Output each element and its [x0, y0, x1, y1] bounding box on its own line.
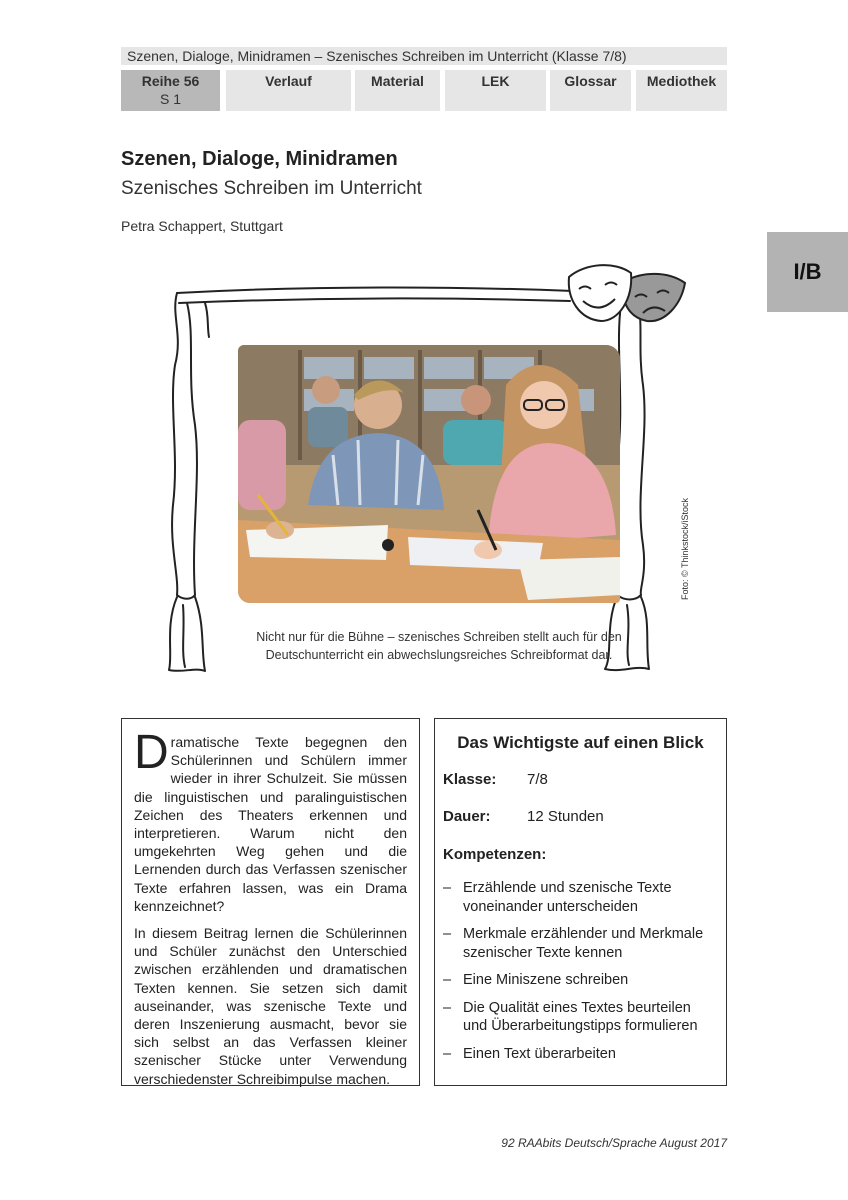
- footer-source: 92 RAAbits Deutsch/Sprache August 2017: [501, 1136, 727, 1150]
- kompetenzen-label: Kompetenzen:: [443, 846, 547, 863]
- caption-line-2: Deutschunterricht ein abwechslungsreiches Schreibformat dar.: [265, 648, 613, 662]
- intro-paragraph-1-text: ramatische Texte begegnen den Schülerinnen und Schülern immer wieder in ihrer Schulzeit. Sie müssen die linguistischen und paralinguistischen Zeichen des Theaters erkennen und interpretieren. Warum nicht den umgekehrten Weg gehen und die Lernenden durch das Verfassen szenischer Texte erfahren lassen, was ein Drama kennzeichnet?: [134, 734, 407, 914]
- list-item-text: Eine Miniszene schreiben: [463, 972, 629, 988]
- nav-item-verlauf[interactable]: Verlauf: [226, 70, 351, 111]
- list-item: – Merkmale erzählender und Merkmale szenischer Texte kennen: [443, 926, 704, 961]
- list-item-text: Einen Text überarbeiten: [463, 1045, 616, 1062]
- theater-masks-icon: [569, 265, 685, 321]
- klasse-value: 7/8: [527, 771, 548, 788]
- series-title: Szenen, Dialoge, Minidramen – Szenisches Schreiben im Unterricht (Klasse 7/8): [121, 47, 727, 65]
- overview-box: [434, 718, 727, 1086]
- dauer-row: [443, 808, 604, 825]
- section-nav: [121, 70, 727, 111]
- list-item: – Eine Miniszene schreiben: [443, 972, 629, 988]
- figure-caption: [240, 628, 638, 664]
- nav-item-glossar[interactable]: Glossar: [550, 70, 631, 111]
- klasse-label: Klasse:: [443, 771, 497, 788]
- list-item-text: Erzählende und szenische Texte voneinander unterscheiden: [463, 880, 672, 915]
- intro-paragraph-2: In diesem Beitrag lernen die Schülerinnen und Schüler zunächst den Unterschied zwischen erzählenden und dramatischen Texten kennen. Sie setzen sich damit auseinander, was szenische Texte und deren Inszenierung ausmacht, bevor sie sich selbst an das Verfassen kleiner szenischer Stücke unter Verwendung verschiedenster Schreibimpulse machen.: [134, 925, 407, 1087]
- nav-item-reihe[interactable]: [121, 70, 220, 111]
- dauer-value: 12 Stunden: [527, 808, 604, 825]
- nav-item-label: Reihe 56: [141, 73, 200, 89]
- nav-item-material[interactable]: Material: [355, 70, 440, 111]
- intro-text-box: [121, 718, 420, 1086]
- dauer-label: Dauer:: [443, 808, 491, 825]
- chapter-tab: I/B: [767, 232, 848, 312]
- list-item: – Einen Text überarbeiten: [443, 1045, 616, 1062]
- overview-title: Das Wichtigste auf einen Blick: [457, 733, 704, 752]
- page-title: Szenen, Dialoge, Minidramen: [121, 148, 398, 170]
- caption-line-1: Nicht nur für die Bühne – szenisches Schreiben stellt auch für den: [256, 630, 622, 644]
- list-item: – Die Qualität eines Textes beurteilen und Überarbeitungstipps formulieren: [443, 999, 698, 1034]
- klasse-row: [443, 771, 548, 788]
- page-subtitle: Szenisches Schreiben im Unterricht: [121, 178, 422, 199]
- nav-item-sub: S 1: [159, 91, 181, 107]
- list-item-text: Merkmale erzählender und Merkmale szenischer Texte kennen: [463, 926, 704, 961]
- nav-item-mediothek[interactable]: Mediothek: [636, 70, 727, 111]
- author: Petra Schappert, Stuttgart: [121, 218, 283, 234]
- drop-cap: D: [134, 726, 169, 779]
- kompetenzen-list: [443, 879, 718, 1072]
- photo-credit: Foto: © Thinkstock/iStock: [680, 497, 690, 600]
- list-item: – Erzählende und szenische Texte voneinander unterscheiden: [443, 880, 672, 915]
- intro-paragraph-1: [134, 726, 407, 915]
- classroom-photo: [238, 345, 620, 603]
- nav-item-lek[interactable]: LEK: [445, 70, 546, 111]
- list-item-text: Die Qualität eines Textes beurteilen und Überarbeitungstipps formulieren: [463, 999, 698, 1034]
